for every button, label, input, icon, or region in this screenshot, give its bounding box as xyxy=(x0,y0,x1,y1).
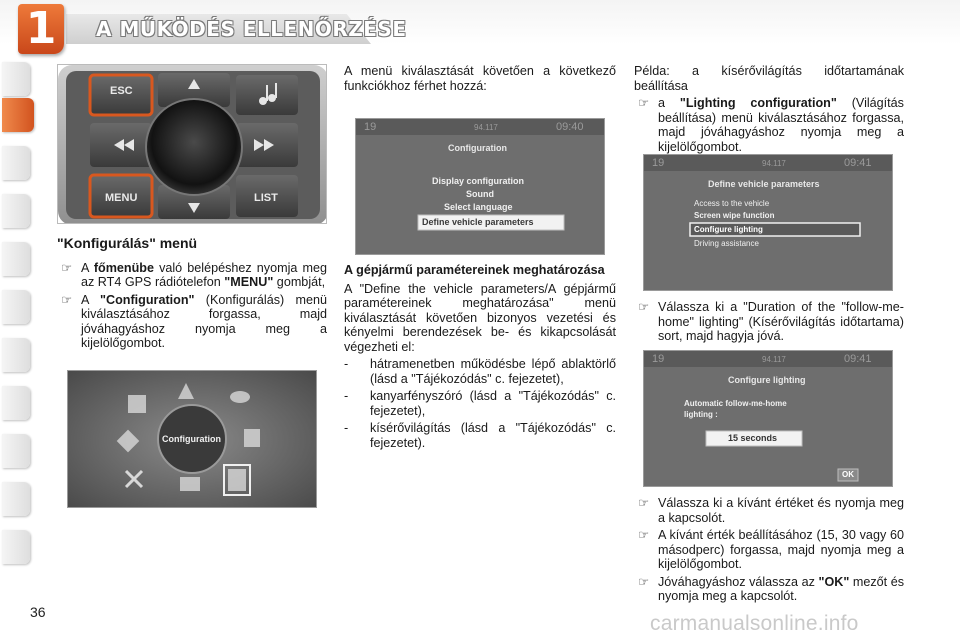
screen-status-mid: 94.117 xyxy=(474,123,498,132)
configuration-screen xyxy=(355,118,605,255)
screen-status-right: 09:41 xyxy=(844,353,872,365)
screen-status-mid: 94.117 xyxy=(762,355,786,364)
pointing-hand-icon: ☞ xyxy=(638,574,650,589)
list-button-label: LIST xyxy=(254,192,278,204)
dash-item: - kísérővilágítás (lásd a "Tájékozódás" c. fejezetet). xyxy=(344,421,616,450)
chapter-tab[interactable] xyxy=(2,386,30,420)
screen-status-mid: 94.117 xyxy=(762,159,786,168)
chapter-tab[interactable] xyxy=(2,482,30,516)
dash-item: - hátramenetben működésbe lépő ablaktörlő (lásd a "Tájékozódás" c. fejezetet), xyxy=(344,357,616,386)
chapter-tab[interactable] xyxy=(2,290,30,324)
setting-label: Automatic follow-me-home xyxy=(684,399,787,408)
chapter-tab[interactable] xyxy=(2,62,30,96)
screen-status-left: 19 xyxy=(652,353,665,365)
control-panel-photo xyxy=(57,64,327,224)
bullet-item: ☞ A "Configuration" (Konfigurálás) menü kiválasztásához forgassa, majd jóváhagyáshoz nyomja meg a kijelölőgombot. xyxy=(61,292,327,350)
menu-wheel-label: Configuration xyxy=(162,434,221,444)
screen-title: Define vehicle parameters xyxy=(708,179,820,189)
chapter-tab[interactable] xyxy=(2,194,30,228)
pointing-hand-icon: ☞ xyxy=(61,292,73,307)
duration-value[interactable]: 15 seconds xyxy=(728,433,778,443)
pointing-hand-icon: ☞ xyxy=(638,300,650,314)
menu-item[interactable]: Driving assistance xyxy=(694,239,759,248)
configure-lighting-screen xyxy=(643,350,893,487)
paragraph: A "Define the vehicle parameters/A gépjármű paramétereinek meghatározása" menü kiválasztását követően bizonyos vezetési és kényelmi berendezések be- és kikapcsolását végezheti el: xyxy=(344,281,616,354)
subheading: A gépjármű paramétereinek meghatározása xyxy=(344,263,605,277)
bullet-item: ☞ Válassza ki a "Duration of the "follow-me-home" lighting" (Kísérővilágítás időtartama) sort, majd hagyja jóvá. xyxy=(638,300,904,343)
section-heading: "Konfigurálás" menü xyxy=(57,235,198,251)
menu-item-selected[interactable]: Define vehicle parameters xyxy=(422,217,534,227)
menu-item[interactable]: Screen wipe function xyxy=(694,211,775,220)
pointing-hand-icon: ☞ xyxy=(61,260,73,275)
bullet-item: ☞ A kívánt érték beállításához (15, 30 vagy 60 másodperc) forgassa, majd nyomja meg a kijelölőgombot. xyxy=(638,528,904,571)
screen-status-right: 09:40 xyxy=(556,121,584,133)
intro-text: A menü kiválasztását követően a következő funkciókhoz férhet hozzá: xyxy=(344,64,616,93)
column-3-top xyxy=(634,64,904,157)
menu-item[interactable]: Display configuration xyxy=(432,176,525,186)
intro-text: Példa: a kísérővilágítás időtartamának beállítása xyxy=(634,64,904,93)
ok-button[interactable]: OK xyxy=(842,470,854,479)
chapter-tab[interactable] xyxy=(2,530,30,564)
bullet-item: ☞ A főmenübe való belépéshez nyomja meg az RT4 GPS rádiótelefon "MENU" gombját, xyxy=(61,260,327,289)
column-1 xyxy=(57,236,327,354)
chapter-tab[interactable] xyxy=(2,338,30,372)
esc-button-label: ESC xyxy=(110,85,133,97)
screen-title: Configure lighting xyxy=(728,375,806,385)
chapter-badge: 1 xyxy=(18,4,64,54)
pointing-hand-icon: ☞ xyxy=(638,496,650,510)
setting-label: lighting : xyxy=(684,410,718,419)
menu-item[interactable]: Sound xyxy=(466,189,494,199)
pointing-hand-icon: ☞ xyxy=(638,96,650,110)
menu-item[interactable]: Access to the vehicle xyxy=(694,199,770,208)
chapter-rail xyxy=(0,62,34,577)
bullet-item: ☞ a "Lighting configuration" (Világítás beállítása) menü kiválasztásához forgassa, majd jóváhagyáshoz nyomja meg a kijelölőgombot. xyxy=(638,96,904,154)
screen-status-left: 19 xyxy=(364,121,377,133)
chapter-tab[interactable] xyxy=(2,146,30,180)
menu-wheel-screen xyxy=(67,370,317,508)
chapter-tab[interactable] xyxy=(2,434,30,468)
pointing-hand-icon: ☞ xyxy=(638,528,650,542)
column-2 xyxy=(344,263,616,453)
define-vehicle-parameters-screen xyxy=(643,154,893,291)
page-title: A MŰKÖDÉS ELLENŐRZÉSE xyxy=(96,17,407,41)
screen-title: Configuration xyxy=(448,143,507,153)
page-header xyxy=(0,0,960,60)
dash-item: - kanyarfényszóró (lásd a "Tájékozódás" c. fejezetet), xyxy=(344,389,616,418)
menu-item[interactable]: Select language xyxy=(444,202,513,212)
column-3-bottom xyxy=(634,496,904,607)
chapter-tab[interactable] xyxy=(2,242,30,276)
screen-status-left: 19 xyxy=(652,157,665,169)
menu-item-selected[interactable]: Configure lighting xyxy=(694,225,763,234)
bullet-item: ☞ Jóváhagyáshoz válassza az "OK" mezőt és nyomja meg a kapcsolót. xyxy=(638,574,905,603)
menu-button-label: MENU xyxy=(105,192,138,204)
chapter-tab-active[interactable] xyxy=(2,98,34,132)
page-number: 36 xyxy=(30,604,46,620)
column-2-intro xyxy=(344,64,616,96)
watermark: carmanualsonline.info xyxy=(650,612,859,635)
bullet-item: ☞ Válassza ki a kívánt értéket és nyomja meg a kapcsolót. xyxy=(638,496,904,525)
column-3-mid xyxy=(634,300,904,347)
screen-status-right: 09:41 xyxy=(844,157,872,169)
